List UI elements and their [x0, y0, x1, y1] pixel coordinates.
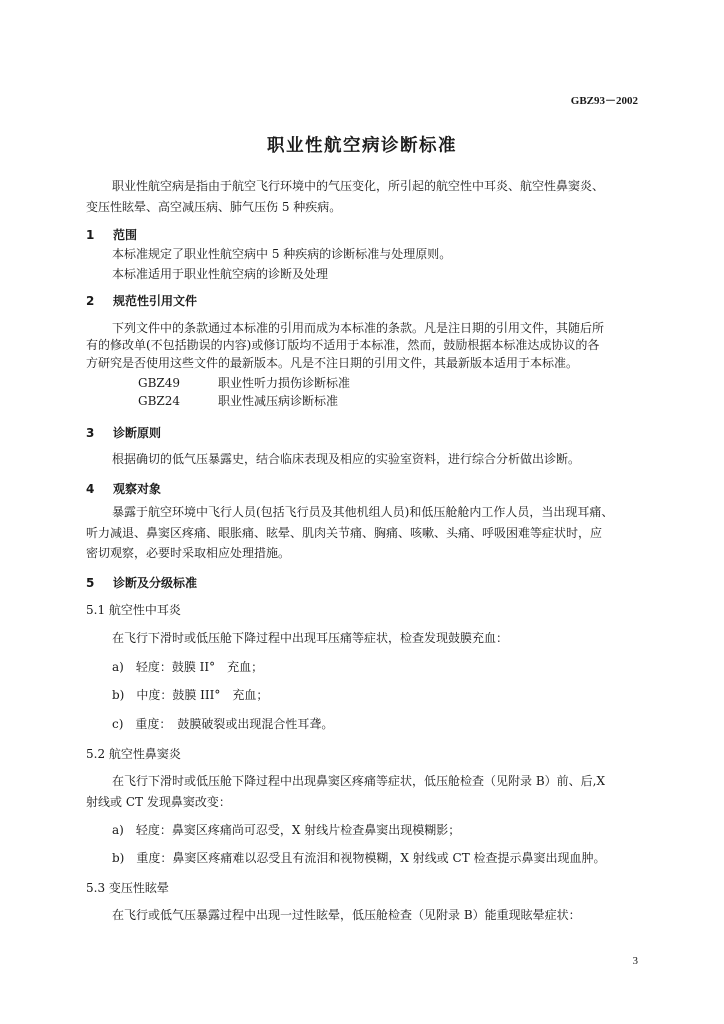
section-4-line-3: 密切观察，必要时采取相应处理措施。	[86, 546, 291, 560]
list-item-a: a) 轻度：鼓膜 II° 充血；	[112, 660, 264, 674]
section-2-line-3: 方研究是否使用这些文件的最新版本。凡是不注日期的引用文件，其最新版本适用于本标准。	[86, 356, 579, 370]
section-title: 范围	[113, 228, 138, 242]
section-1-line-1: 本标准规定了职业性航空病中 5 种疾病的诊断标准与处理原则。	[112, 247, 452, 261]
page-number: 3	[632, 955, 638, 967]
section-number: 2	[86, 294, 95, 308]
section-number: 4	[86, 482, 95, 496]
list-item-c: c) 重度： 鼓膜破裂或出现混合性耳聋。	[112, 717, 334, 731]
section-1-line-2: 本标准适用于职业性航空病的诊断及处理	[112, 267, 329, 281]
page-title: 职业性航空病诊断标准	[267, 136, 457, 156]
list-item-a: a) 轻度：鼻窦区疼痛尚可忍受，X 射线片检查鼻窦出现模糊影；	[112, 823, 461, 837]
section-3-heading	[86, 424, 161, 441]
section-2-line-2: 有的修改单(不包括勘误的内容)或修订版均不适用于本标准，然而，鼓励根据本标准达成协议的各	[86, 338, 600, 352]
section-number: 3	[86, 426, 95, 440]
subsection-5-2-line-1: 在飞行下滑时或低压舱下降过程中出现鼻窦区疼痛等症状，低压舱检查（见附录 B）前、后,X	[112, 774, 605, 788]
subsection-5-2-heading: 5.2 航空性鼻窦炎	[86, 747, 181, 761]
section-3-line-1: 根据确切的低气压暴露史，结合临床表现及相应的实验室资料，进行综合分析做出诊断。	[112, 452, 581, 466]
section-1-heading	[86, 226, 137, 243]
reference-code: GBZ49	[138, 376, 181, 390]
reference-name: 职业性减压病诊断标准	[218, 394, 339, 408]
subsection-5-1-heading: 5.1 航空性中耳炎	[86, 603, 181, 617]
subsection-5-3-line-1: 在飞行或低气压暴露过程中出现一过性眩晕，低压舱检查（见附录 B）能重现眩晕症状：	[112, 908, 581, 922]
subsection-5-3-heading: 5.3 变压性眩晕	[86, 881, 169, 895]
subsection-5-2-line-2: 射线或 CT 发现鼻窦改变：	[86, 795, 231, 809]
section-4-line-1: 暴露于航空环境中飞行人员(包括飞行员及其他机组人员)和低压舱舱内工作人员，当出现耳痛、	[112, 505, 614, 519]
list-item-b: b) 中度：鼓膜 III° 充血；	[112, 688, 269, 702]
subsection-5-1-line-1: 在飞行下滑时或低压舱下降过程中出现耳压痛等症状，检查发现鼓膜充血：	[112, 631, 509, 645]
section-4-line-2: 听力减退、鼻窦区疼痛、眼胀痛、眩晕、肌肉关节痛、胸痛、咳嗽、头痛、呼吸困难等症状时，应	[86, 526, 603, 540]
intro-line-1: 职业性航空病是指由于航空飞行环境中的气压变化，所引起的航空性中耳炎、航空性鼻窦炎、	[112, 179, 605, 193]
section-title: 观察对象	[113, 482, 162, 496]
reference-item	[138, 393, 338, 409]
section-2-heading	[86, 292, 197, 309]
reference-item	[138, 375, 350, 391]
section-title: 诊断原则	[113, 426, 162, 440]
reference-name: 职业性听力损伤诊断标准	[218, 376, 351, 390]
intro-line-2: 变压性眩晕、高空减压病、肺气压伤 5 种疾病。	[86, 200, 342, 214]
standard-code: GBZ93－2002	[570, 95, 638, 107]
section-title: 规范性引用文件	[113, 294, 198, 308]
section-number: 5	[86, 576, 95, 590]
section-title: 诊断及分级标准	[113, 576, 198, 590]
reference-code: GBZ24	[138, 394, 181, 408]
section-4-heading	[86, 480, 161, 497]
section-number: 1	[86, 228, 95, 242]
section-5-heading	[86, 574, 197, 591]
list-item-b: b) 重度：鼻窦区疼痛难以忍受且有流泪和视物模糊，X 射线或 CT 检查提示鼻窦出现血肿。	[112, 851, 606, 865]
section-2-line-1: 下列文件中的条款通过本标准的引用而成为本标准的条款。凡是注日期的引用文件，其随后所	[112, 321, 605, 335]
